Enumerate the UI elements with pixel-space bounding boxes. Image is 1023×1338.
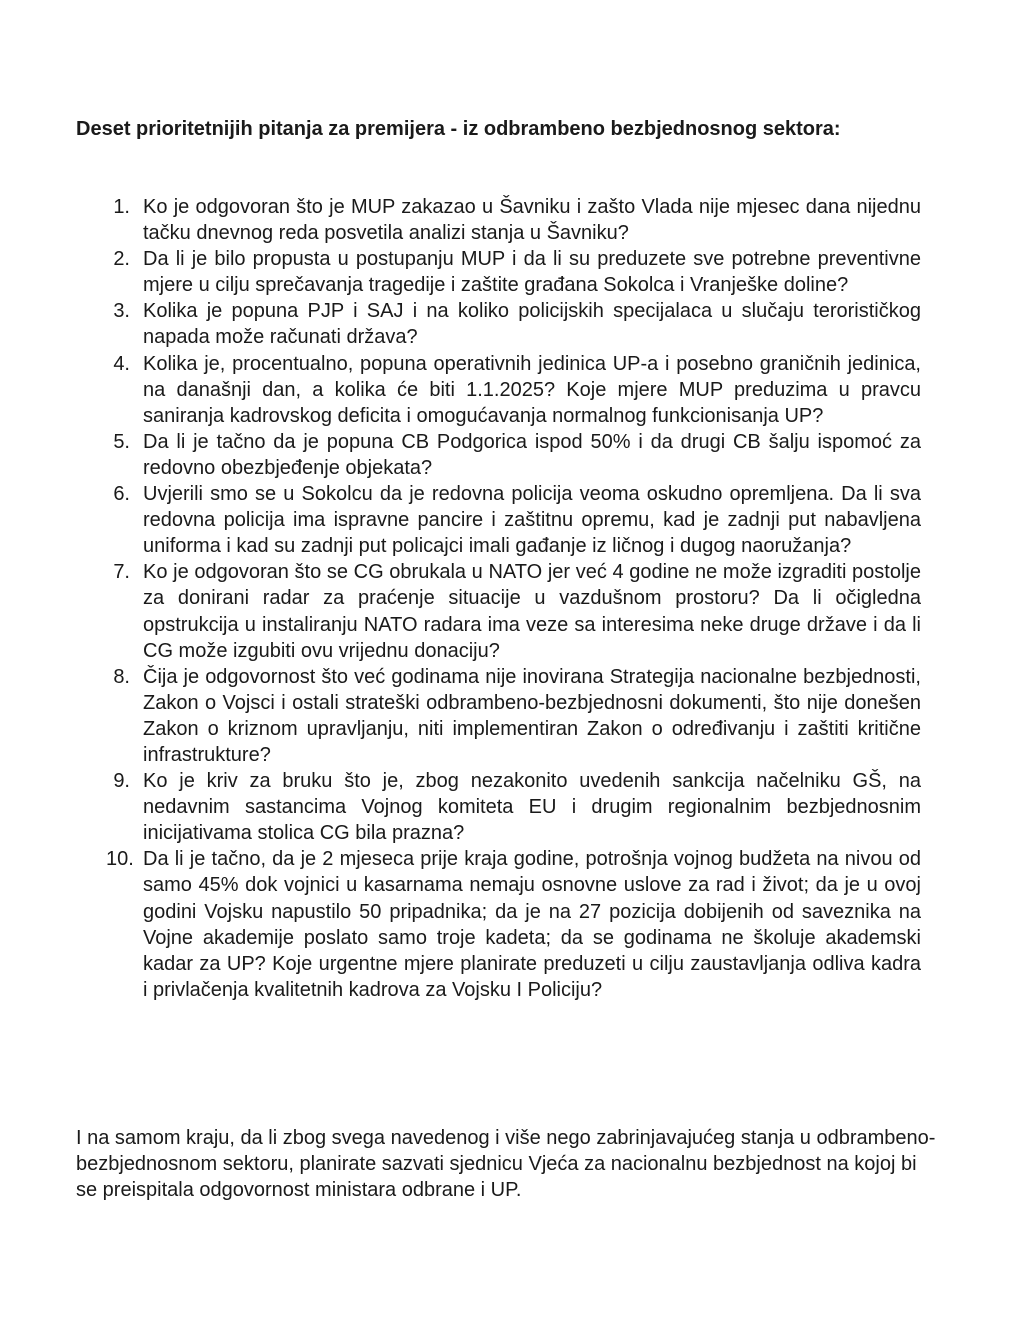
question-number: 6.: [113, 483, 130, 506]
question-number: 3.: [113, 300, 130, 323]
question-number: 7.: [113, 561, 130, 584]
question-text: Uvjerili smo se u Sokolcu da je redovna policija veoma oskudno opremljena. Da li sva redovna policija ima ispravne pancire i zaštitnu opremu, kad je zadnji put nabavljena uniforma i kad su zadnji put policajci imali gađanje iz ličnog i dugog naoružanja?: [143, 483, 921, 558]
question-item-1: [100, 194, 921, 246]
question-item-5: [100, 429, 921, 481]
question-number: 2.: [113, 248, 130, 271]
question-item-6: [100, 481, 921, 559]
question-text: Ko je odgovoran što se CG obrukala u NATO jer već 4 godine ne može izgraditi postolje za donirani radar za praćenje situacije u vazdušnom prostoru? Da li očigledna opstrukcija u instaliranju NATO radara ima veze sa interesima neke druge države i da li CG može izgubiti ovu vrijednu donaciju?: [143, 561, 921, 662]
question-number: 1.: [113, 196, 130, 218]
question-text: Kolika je popuna PJP i SAJ i na koliko policijskih specijalaca u slučaju terorističkog napada može računati država?: [143, 300, 921, 349]
question-item-3: [100, 298, 921, 350]
question-item-7: [100, 559, 921, 663]
document-title: Deset prioritetnijih pitanja za premijera - iz odbrambeno bezbjednosnog sektora:: [76, 118, 841, 140]
question-text: Da li je tačno, da je 2 mjeseca prije kraja godine, potrošnja vojnog budžeta na nivou od samo 45% dok vojnici u kasarnama nemaju osnovne uslove za rad i život; da je u ovoj godini Vojsku napustilo 50 pripadnika; da je na 27 pozicija dobijenih od saveznika na Vojne akademije poslato samo troje kadeta; da se godinama ne školuje akademski kadar za UP? Koje urgentne mjere planirate preduzeti u cilju zaustavljanja odliva kadra i privlačenja kvalitetnih kadrova za Vojsku I Policiju?: [143, 848, 921, 1001]
question-item-9: [100, 768, 921, 846]
question-text: Ko je odgovoran što je MUP zakazao u Šavniku i zašto Vlada nije mjesec dana nijednu tačku dnevnog reda posvetila analizi stanja u Šavniku?: [143, 196, 921, 245]
question-number: 5.: [113, 430, 130, 453]
closing-paragraph: I na samom kraju, da li zbog svega navedenog i više nego zabrinjavajućeg stanja u odbrambeno-bezbjednosnom sektoru, planirate sazvati sjednicu Vjeća za nacionalnu bezbjednost na kojoj bi se preispitala odgovornost ministara odbrane i UP.: [76, 1127, 936, 1201]
question-text: Kolika je, procentualno, popuna operativnih jedinica UP-a i posebno graničnih jedinica, na današnji dan, a kolika će biti 1.1.2025? Koje mjere MUP preduzima u pravcu saniranja kadrovskog deficita i omogućavanja normalnog funkcionisanja UP?: [143, 352, 921, 427]
question-item-4: [100, 351, 921, 429]
question-item-8: [100, 664, 921, 768]
question-number: 9.: [113, 770, 130, 793]
question-number: 10.: [106, 848, 134, 871]
question-text: Ko je kriv za bruku što je, zbog nezakonito uvedenih sankcija načelniku GŠ, na nedavnim sastancima Vojnog komiteta EU i drugim regionalnim bezbjednosnim inicijativama stolica CG bila prazna?: [143, 770, 921, 845]
question-text: Čija je odgovornost što već godinama nije inovirana Strategija nacionalne bezbjednosti, Zakon o Vojsci i ostali strateški odbrambeno-bezbjednosni dokumenti, što nije donešen Zakon o kriznom upravljanju, niti implementiran Zakon o određivanju i zaštiti kritične infrastrukture?: [143, 665, 921, 766]
question-number: 4.: [113, 352, 130, 375]
question-item-10: [100, 846, 921, 1003]
question-item-2: [100, 246, 921, 298]
questions-list: [100, 194, 921, 1003]
question-number: 8.: [113, 665, 130, 688]
question-text: Da li je bilo propusta u postupanju MUP i da li su preduzete sve potrebne preventivne mjere u cilju sprečavanja tragedije i zaštite građana Sokolca i Vranješke doline?: [143, 248, 921, 297]
question-text: Da li je tačno da je popuna CB Podgorica ispod 50% i da drugi CB šalju ispomoć za redovno obezbjeđenje objekata?: [143, 430, 921, 479]
